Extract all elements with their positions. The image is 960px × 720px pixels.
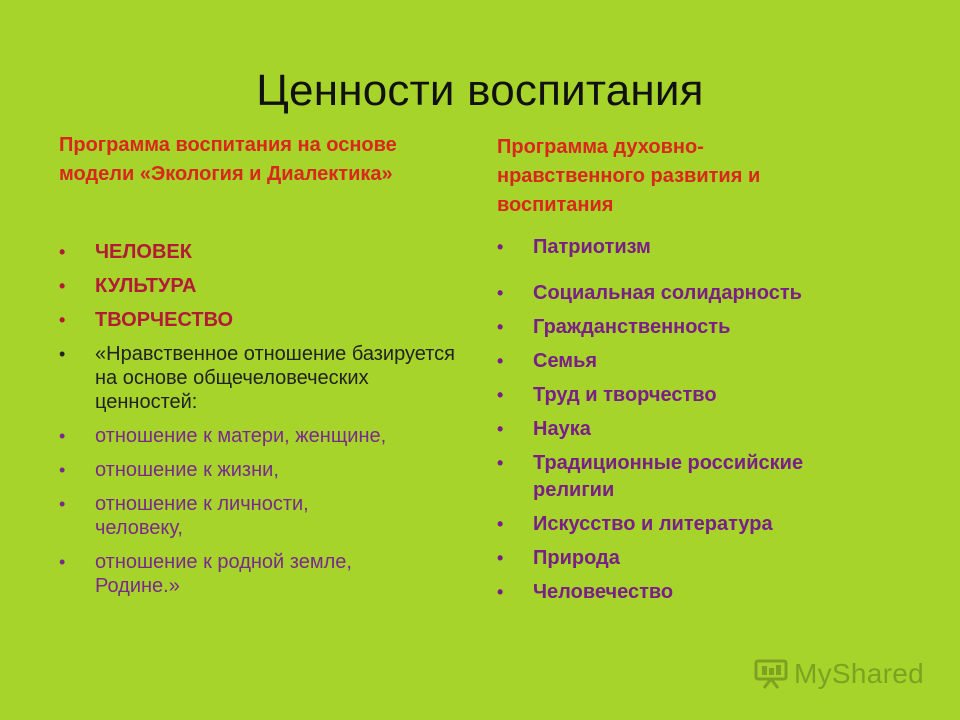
list-item-text: Искусство и литература (533, 513, 773, 535)
list-item-text: Традиционные российские религии (533, 452, 804, 501)
bullet-icon: • (497, 419, 504, 439)
list-item (497, 579, 897, 606)
list-item (497, 348, 897, 375)
bullet-icon: • (497, 548, 504, 568)
list-item (497, 511, 897, 538)
bullet-icon: • (497, 453, 504, 473)
bullet-icon: • (59, 276, 66, 296)
bullet-icon: • (59, 552, 66, 572)
bullet-icon: • (59, 460, 66, 480)
list-item-text: Труд и творчество (533, 384, 717, 406)
bullet-icon: • (497, 514, 504, 534)
list-item-text: Человечество (533, 581, 674, 603)
list-item (497, 314, 897, 341)
list-item (59, 492, 395, 540)
bullet-icon: • (497, 385, 504, 405)
watermark-text: MyShared (793, 658, 924, 689)
bullet-icon: • (497, 582, 504, 602)
list-item (497, 280, 897, 307)
bullet-icon: • (59, 310, 66, 330)
right-column-heading: Программа духовно-нравственного развития и воспитания (497, 136, 761, 216)
left-values-list (59, 240, 459, 598)
list-item-text: отношение к родной земле, Родине.» (95, 551, 352, 597)
list-item-text: отношение к личности, человеку, (95, 493, 309, 539)
list-item-text: ТВОРЧЕСТВО (95, 309, 234, 331)
bullet-icon: • (497, 317, 504, 337)
list-item-text: Семья (533, 350, 598, 372)
list-item-text: ЧЕЛОВЕК (95, 241, 192, 263)
list-item (497, 450, 873, 504)
list-item (497, 545, 897, 572)
list-item (497, 416, 897, 443)
bullet-icon: • (59, 344, 66, 364)
list-item-text: Социальная солидарность (533, 282, 802, 304)
list-item (59, 342, 465, 414)
left-column-heading: Программа воспитания на основе модели «Экология и Диалектика» (59, 134, 397, 185)
bullet-icon: • (59, 242, 66, 262)
list-item (59, 308, 459, 332)
list-item-text: отношение к матери, женщине, (95, 425, 387, 447)
list-item (59, 274, 459, 298)
bullet-icon: • (497, 283, 504, 303)
list-item (497, 234, 897, 261)
list-item (59, 550, 425, 598)
list-item-text: отношение к жизни, (95, 459, 279, 481)
list-item (497, 382, 897, 409)
right-values-list (497, 234, 897, 606)
list-item (59, 424, 459, 448)
list-item-text: Наука (533, 418, 591, 440)
list-item (59, 240, 459, 264)
list-item-text: Природа (533, 547, 620, 569)
bullet-icon: • (59, 494, 66, 514)
list-item-text: «Нравственное отношение базируется на основе общечеловеческих ценностей: (95, 343, 455, 413)
list-item-text: КУЛЬТУРА (95, 275, 197, 297)
presentation-board-icon (754, 659, 788, 689)
bullet-icon: • (59, 426, 66, 446)
list-item-text: Патриотизм (533, 236, 651, 258)
bullet-icon: • (497, 351, 504, 371)
list-item-text: Гражданственность (533, 316, 731, 338)
slide-title: Ценности воспитания (256, 66, 704, 115)
list-item (59, 458, 459, 482)
watermark (754, 658, 924, 690)
bullet-icon: • (497, 237, 504, 257)
